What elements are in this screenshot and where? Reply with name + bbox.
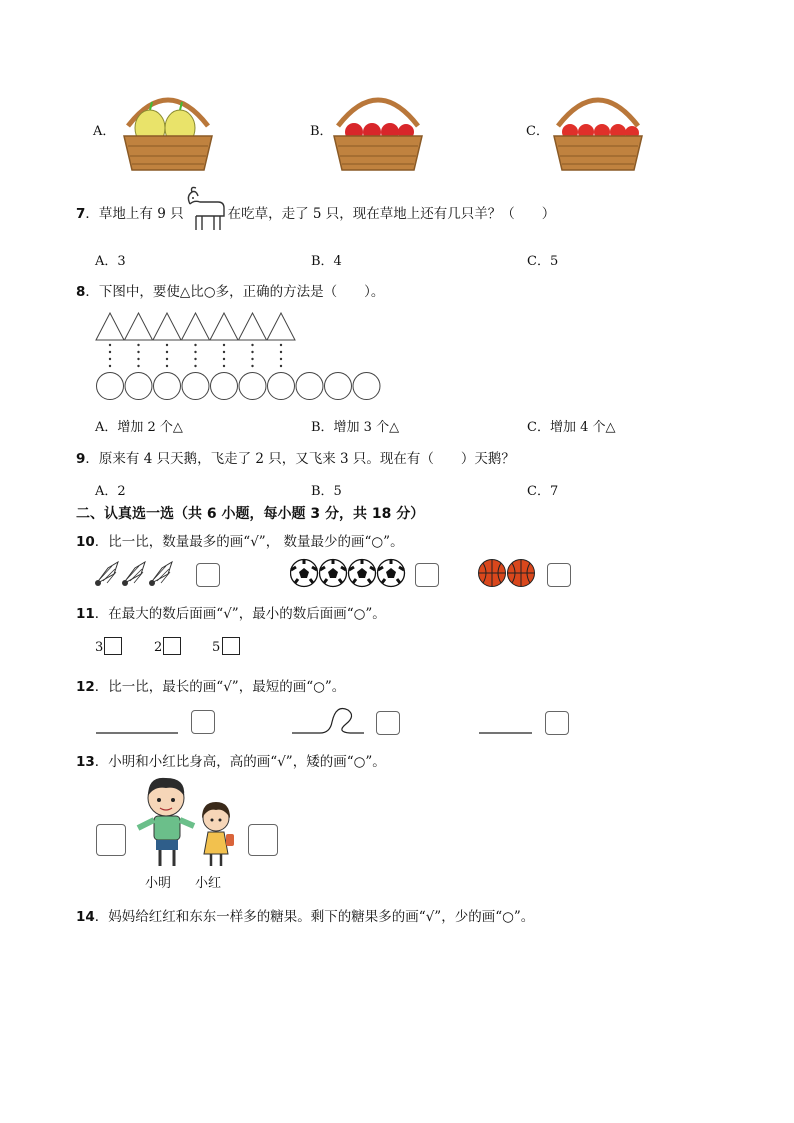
question-13 [76,750,386,770]
question-12 [76,675,345,695]
dot-mark [223,351,225,353]
q9-option-a: A．2 [95,484,126,499]
circle-shape [154,373,181,400]
goat-icon [184,186,228,234]
question-text-before: ．草地上有 9 只 [85,206,184,222]
dot-mark [280,358,282,360]
circle-shape [353,373,380,400]
question-9 [76,447,515,467]
triangle-shape [96,313,124,340]
option-b-label: B． [310,124,333,139]
q9-option-b: B．5 [311,484,342,499]
dot-mark [251,358,253,360]
dot-mark [223,358,225,360]
basketball-group [478,558,540,588]
dot-mark [194,365,196,367]
triangle-row [96,313,295,340]
dot-mark [166,365,168,367]
answer-box-line-3[interactable] [545,711,569,735]
dot-mark [109,358,111,360]
triangle-circle-figure [94,312,394,402]
answer-box-shuttlecocks[interactable] [196,563,220,587]
question-number: 13 [76,754,95,770]
shuttlecock-group [94,560,190,590]
q7-option-b: B．4 [311,254,342,269]
dot-mark [166,358,168,360]
q8-option-c: C．增加 4 个△ [527,420,616,435]
circle-shape [239,373,266,400]
label-xiaohong: 小红 [195,876,222,891]
circle-shape [97,373,124,400]
question-text: ．原来有 4 只天鹅，飞走了 2 只，又飞来 3 只。现在有（ ）天鹅？ [85,451,515,467]
triangle-shape [125,313,153,340]
children-illustration [132,774,242,874]
shuttlecock-icon [149,562,172,586]
triangle-shape [210,313,238,340]
dot-mark [166,344,168,346]
dot-mark [194,351,196,353]
dot-mark [137,365,139,367]
dot-mark [194,358,196,360]
triangle-shape [267,313,295,340]
question-number: 12 [76,679,95,695]
q7-option-c: C．5 [527,254,559,269]
answer-box-number-2[interactable] [163,637,181,655]
circle-shape [296,373,323,400]
question-11 [76,602,386,622]
q7-option-a: A．3 [95,254,126,269]
dot-mark [280,365,282,367]
question-7 [76,202,555,222]
option-a-label: A． [93,124,116,139]
dot-mark [251,351,253,353]
dot-mark [280,344,282,346]
number-2: 2 [154,640,163,655]
soccer-ball-icon [320,560,347,587]
soccer-ball-group [290,558,408,588]
triangle-shape [239,313,267,340]
question-text-after: 在吃草，走了 5 只，现在草地上还有几只羊？（ ） [227,206,556,222]
triangle-shape [153,313,181,340]
line-comparison-figure [94,700,594,740]
q9-option-c: C．7 [527,484,559,499]
dot-mark [223,344,225,346]
answer-box-line-2[interactable] [376,711,400,735]
answer-box-number-3[interactable] [104,637,122,655]
question-number: 14 [76,909,95,925]
dot-mark [194,344,196,346]
question-14 [76,905,534,925]
question-10 [76,530,404,550]
basketball-icon [479,560,506,587]
soccer-ball-icon [349,560,376,587]
question-text: ．下图中，要使△比○多，正确的方法是（ ）。 [85,284,385,300]
answer-box-xiaoming[interactable] [96,824,126,856]
circle-shape [182,373,209,400]
dot-mark [223,365,225,367]
question-number: 9 [76,451,86,467]
tomato-basket-image [550,92,646,174]
soccer-ball-icon [378,560,405,587]
section-title: 二、认真选一选（共 6 小题，每小题 3 分，共 18 分） [76,506,425,522]
circle-shape [211,373,238,400]
circle-shape [125,373,152,400]
curved-line [292,709,364,734]
question-8 [76,280,384,300]
question-number: 10 [76,534,95,550]
q8-option-b: B．增加 3 个△ [311,420,400,435]
dot-lines [109,344,282,367]
pear-basket-image [120,92,216,174]
dot-mark [251,365,253,367]
shuttlecock-icon [122,562,145,586]
answer-box-xiaohong[interactable] [248,824,278,856]
triangle-shape [182,313,210,340]
dot-mark [251,344,253,346]
circle-row [97,373,381,400]
answer-box-line-1[interactable] [191,710,215,734]
dot-mark [166,351,168,353]
dot-mark [137,351,139,353]
dot-mark [137,358,139,360]
circle-shape [268,373,295,400]
dot-mark [137,344,139,346]
question-text: ．比一比，数量最多的画“√”， 数量最少的画“○”。 [94,534,404,550]
question-number: 7 [76,206,86,222]
soccer-ball-icon [291,560,318,587]
dot-mark [109,344,111,346]
question-text: ．小明和小红比身高，高的画“√”，矮的画“○”。 [94,754,386,770]
question-text: ．妈妈给红红和东东一样多的糖果。剩下的糖果多的画“√”，少的画“○”。 [94,909,535,925]
shuttlecock-icon [95,562,118,586]
dot-mark [280,351,282,353]
option-c-label: C． [526,124,549,139]
question-number: 11 [76,606,95,622]
circle-shape [325,373,352,400]
answer-box-number-5[interactable] [222,637,240,655]
basketball-icon [508,560,535,587]
q8-option-a: A．增加 2 个△ [95,420,183,435]
answer-box-basketball[interactable] [547,563,571,587]
question-number: 8 [76,284,86,300]
number-5: 5 [212,640,221,655]
answer-box-soccer[interactable] [415,563,439,587]
apple-basket-image [330,92,426,174]
dot-mark [109,351,111,353]
label-xiaoming: 小明 [145,876,172,891]
question-text: ．在最大的数后面画“√”，最小的数后面画“○”。 [94,606,386,622]
number-3: 3 [95,640,104,655]
dot-mark [109,365,111,367]
question-text: ．比一比，最长的画“√”，最短的画“○”。 [94,679,346,695]
